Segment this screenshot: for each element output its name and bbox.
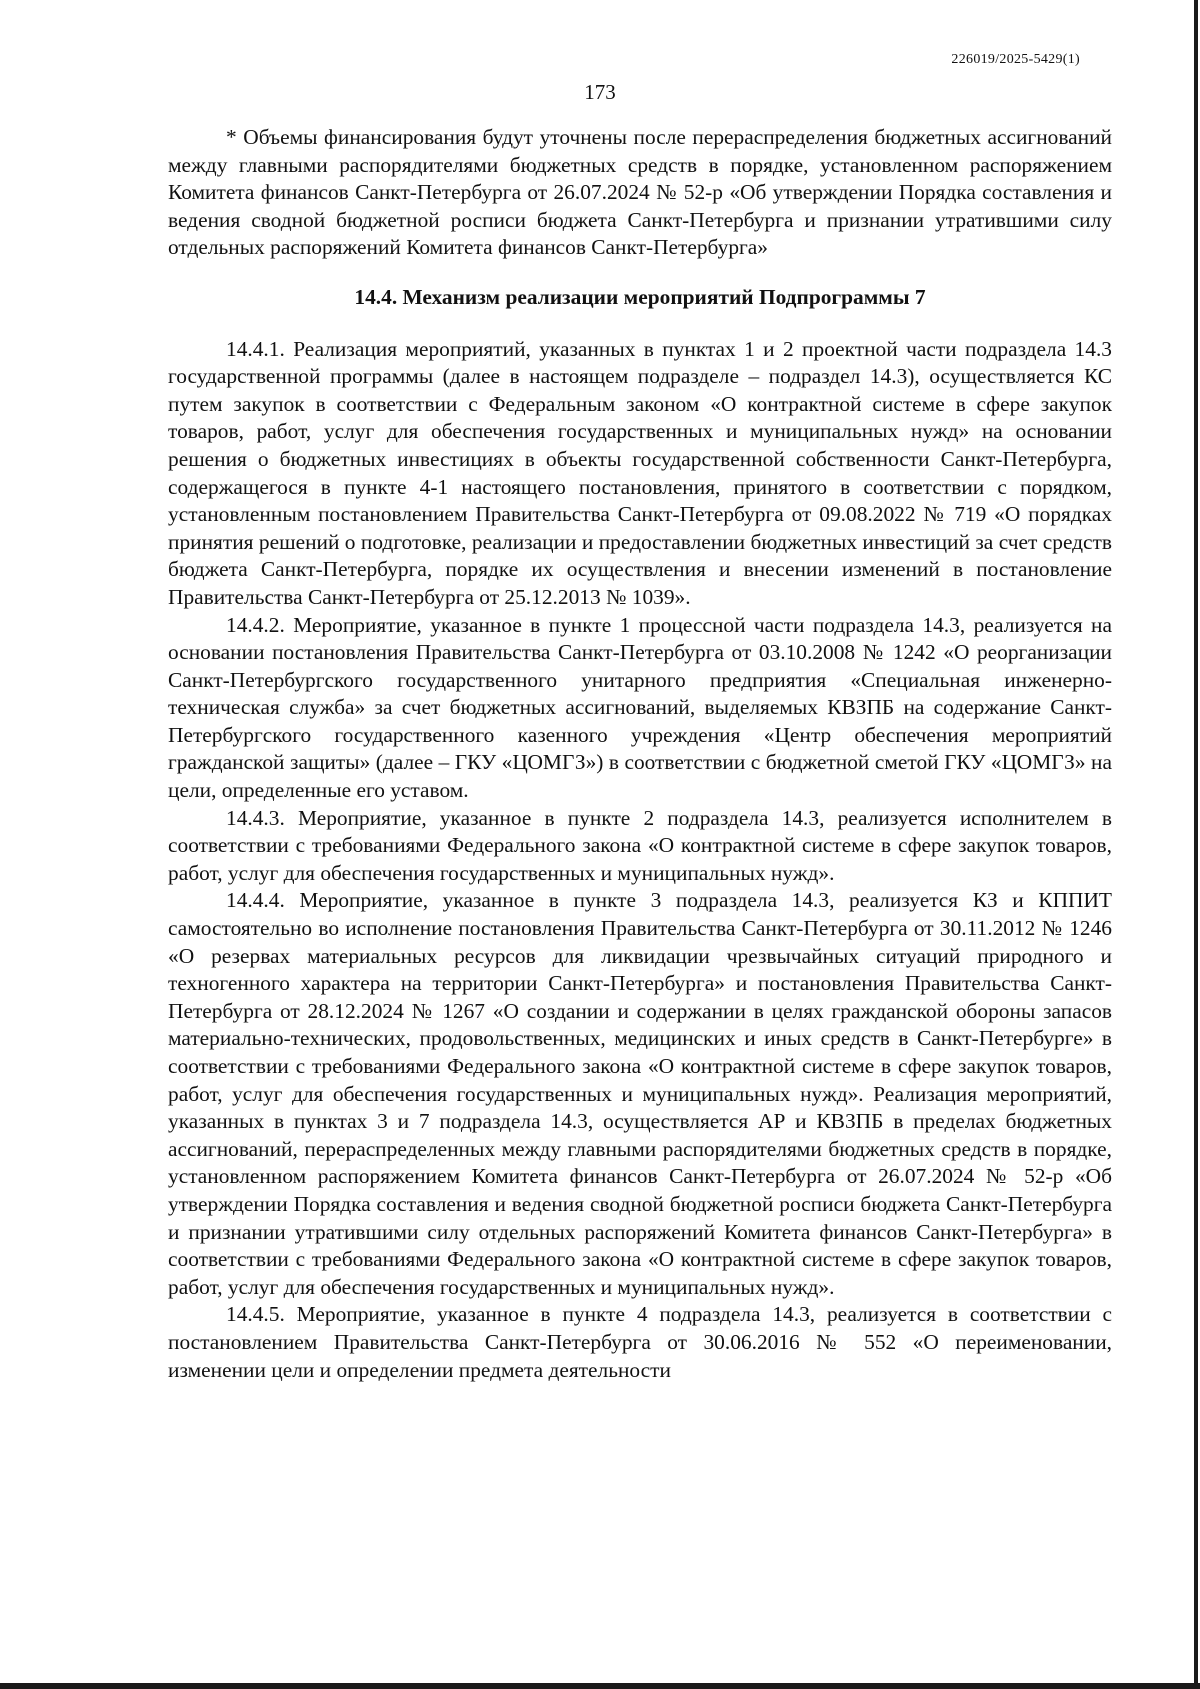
paragraph-14-4-2: 14.4.2. Мероприятие, указанное в пункте 1 процессной части подраздела 14.3, реализуется на основании постановления Правительства Санкт-Петербурга от 03.10.2008 № 1242 «О реорганизации Санкт-Петербургского государственного унитарного предприятия «Специальная инженерно-техническая служба» за счет бюджетных ассигнований, выделяемых КВЗПБ на содержание Санкт-Петербургского государственного казенного учреждения «Центр обеспечения мероприятий гражданской защиты» (далее – ГКУ «ЦОМГЗ») в соответствии с бюджетной сметой ГКУ «ЦОМГЗ» на цели, определенные его уставом.: [168, 612, 1112, 803]
paragraph-14-4-1: 14.4.1. Реализация мероприятий, указанных в пунктах 1 и 2 проектной части подраздела 14.3 государственной программы (далее в настоящем подразделе – подраздел 14.3), осуществляется КС путем закупок в соответствии с Федеральным законом «О контрактной системе в сфере закупок товаров, работ, услуг для обеспечения государственных и муниципальных нужд» на основании решения о бюджетных инвестициях в объекты государственной собственности Санкт-Петербурга, содержащегося в пункте 4-1 настоящего постановления, принятого в соответствии с порядком, установленным постановлением Правительства Санкт-Петербурга от 09.08.2022 № 719 «О порядках принятия решений о подготовке, реализации и предоставлении бюджетных инвестиций за счет средств бюджета Санкт-Петербурга, порядке их осуществления и внесении изменений в постановление Правительства Санкт-Петербурга от 25.12.2013 № 1039».: [168, 336, 1112, 609]
scan-edge-bottom: [0, 1683, 1200, 1689]
paragraph-14-4-3: 14.4.3. Мероприятие, указанное в пункте 2 подраздела 14.3, реализуется исполнителем в соответствии с требованиями Федерального закона «О контрактной системе в сфере закупок товаров, работ, услуг для обеспечения государственных и муниципальных нужд».: [168, 805, 1112, 885]
scan-edge-right: [1194, 0, 1198, 1689]
document-id: 226019/2025-5429(1): [951, 52, 1080, 67]
paragraph-14-4-4: 14.4.4. Мероприятие, указанное в пункте 3 подраздела 14.3, реализуется КЗ и КППИТ самостоятельно во исполнение постановления Правительства Санкт-Петербурга от 30.11.2012 № 1246 «О резервах материальных ресурсов для ликвидации чрезвычайных ситуаций природного и техногенного характера на территории Санкт-Петербурга» и постановления Правительства Санкт-Петербурга от 28.12.2024 № 1267 «О создании и содержании в целях гражданской обороны запасов материально-технических, продовольственных, медицинских и иных средств в Санкт-Петербурге» в соответствии с требованиями Федерального закона «О контрактной системе в сфере закупок товаров, работ, услуг для обеспечения государственных и муниципальных нужд». Реализация мероприятий, указанных в пунктах 3 и 7 подраздела 14.3, осуществляется АР и КВЗПБ в пределах бюджетных ассигнований, перераспределенных между главными распорядителями бюджетных средств в порядке, установленном распоряжением Комитета финансов Санкт-Петербурга от 26.07.2024 № 52-р «Об утверждении Порядка составления и ведения сводной бюджетной росписи бюджета Санкт-Петербурга и признании утратившими силу отдельных распоряжений Комитета финансов Санкт-Петербурга» в соответствии с требованиями Федерального закона «О контрактной системе в сфере закупок товаров, работ, услуг для обеспечения государственных и муниципальных нужд».: [168, 888, 1112, 1299]
document-body: [168, 124, 1112, 1384]
paragraph-14-4-5: 14.4.5. Мероприятие, указанное в пункте 4 подраздела 14.3, реализуется в соответствии с постановлением Правительства Санкт-Петербурга от 30.06.2016 № 552 «О переименовании, изменении цели и определении предмета деятельности: [168, 1302, 1112, 1382]
footnote: * Объемы финансирования будут уточнены после перераспределения бюджетных ассигнований между главными распорядителями бюджетных средств в порядке, установленном распоряжением Комитета финансов Санкт-Петербурга от 26.07.2024 № 52-р «Об утверждении Порядка составления и ведения сводной бюджетной росписи бюджета Санкт-Петербурга и признании утратившими силу отдельных распоряжений Комитета финансов Санкт-Петербурга»: [168, 125, 1112, 260]
section-title: 14.4. Механизм реализации мероприятий Подпрограммы 7: [354, 284, 926, 309]
page-number: 173: [584, 80, 616, 104]
